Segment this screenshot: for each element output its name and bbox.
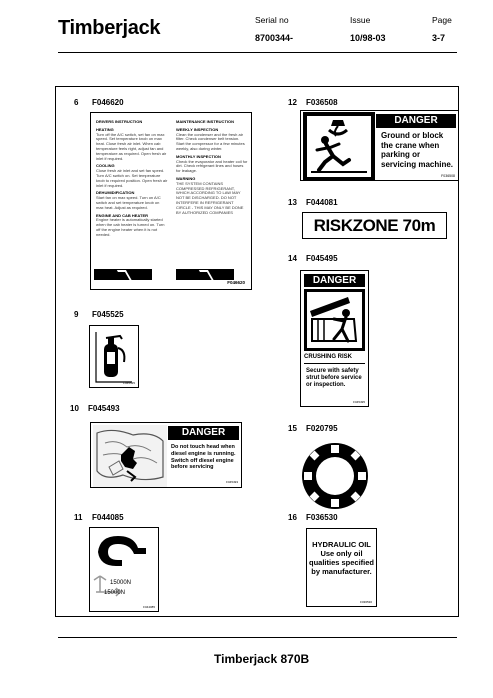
riskzone-text: RISKZONE 70m [313,216,436,235]
hook-load-decal [89,527,159,612]
driver-instruction-column [96,120,168,238]
header-rule [58,52,457,53]
crushing-hazard-icon [304,289,365,351]
crushing-risk-decal [300,270,369,407]
danger-banner: DANGER [304,274,365,287]
section-heading: HEATING [96,126,114,132]
falling-person-icon [303,112,375,181]
serial-value: 8700344- [255,33,294,43]
engine-danger-decal [90,422,242,488]
fire-extinguisher-icon [90,326,138,387]
page-value: 3-7 [432,33,446,43]
label-12: 12 F036508 [288,98,338,107]
section-text: Start fan on max speed. Turn on A/C switch and set temperature knob on max heat. Adjust as required. [96,195,161,210]
danger-banner: DANGER [376,114,456,128]
section-text: Close fresh air inlet and set fan speed. Turn A/C switch on. Set temperature knob to required position. Open fresh air inlet if required. [96,168,168,188]
sticker-code: F046620 [227,280,245,285]
label-9: 9 F045525 [74,310,124,319]
serial-label: Serial no [255,15,289,25]
danger-banner: DANGER [168,426,239,440]
warning-text: Secure with safety strut before service or inspection. [306,368,362,388]
label-10: 10 F045493 [70,404,120,413]
section-text: Engine heater is automatically started when the cab heater is turned on. Turn off the engine heater when it is not needed. [96,217,165,237]
section-heading: DEHUMIDIFICATION [96,190,135,196]
engine-hand-icon [93,425,167,487]
crane-hook-icon [90,528,158,612]
hydraulic-oil-text: HYDRAULIC OIL Use only oil qualities specified by manufacturer. [308,540,375,576]
label-13: 13 F044081 [288,198,338,207]
label-6: 6 F046620 [74,98,124,107]
fire-extinguisher-decal [89,325,139,388]
lifting-ring-icon [300,441,370,511]
hydraulic-oil-decal [306,528,377,607]
arrow-band-right [176,269,234,280]
hazard-title: CRUSHING RISK [304,354,353,360]
section-heading: WARNING [176,175,196,181]
arrow-band-left [94,269,152,280]
section-heading: MONTHLY INSPECTION [176,153,221,159]
issue-label: Issue [350,15,371,25]
label-14: 14 F045495 [288,254,338,263]
section-heading: ENGINE AND CAB HEATER [96,212,149,218]
sticker-code: F036508 [441,174,455,178]
sticker-code: F036530 [360,600,372,604]
warning-text: Ground or block the crane when parking or servicing machine. [381,131,454,169]
brand-logo: Timberjack [58,17,161,39]
section-heading: WEEKLY INSPECTION [176,126,219,132]
maintenance-instruction-title: MAINTENANCE INSTRUCTION [176,119,234,124]
driver-instruction-title: DRIVERS INSTRUCTION [96,119,143,124]
footer-rule [58,637,457,638]
page-label: Page [432,15,452,25]
warning-text: Do not touch head when diesel engine is running. Switch off diesel engine before servicing [171,444,236,471]
riskzone-decal [302,212,447,239]
label-16: 16 F036530 [288,513,338,522]
instruction-decal [90,112,252,290]
sticker-code: F045495 [353,400,365,404]
section-text: Turn off the A/C switch, set fan on max speed. Set temperature knob on max heat. Close fresh air inlet. When cab temperature feels right, adjust fan and temperature as required. Open fresh air inlet if required. [96,131,167,161]
label-11: 11 F044085 [74,513,124,522]
maintenance-instruction-column [176,120,248,215]
section-text: THE SYSTEM CONTAINS COMPRESSED REFRIGERANT, WHICH ACCORDING TO LAW MAY NOT BE DISCHARGED. DO NOT INTERFERE IN REFRIGERANT CIRCLE - THIS MAY ONLY BE DONE BY AUTHORIZED COMPANIES [176,180,244,215]
label-15: 15 F020795 [288,424,338,433]
section-text: Clean the condenser and the fresh air filter. Check condenser belt tension. Start the compressor for a few minutes weekly, also during winter. [176,131,245,151]
load-upper: 15000N [110,580,132,586]
footer-model: Timberjack 870B [214,652,310,666]
load-lower: 15000N [104,590,126,596]
issue-value: 10/98-03 [350,33,386,43]
crane-danger-decal [300,110,459,181]
sticker-code: F045493 [226,480,238,484]
sticker-code: F044085 [143,605,155,609]
sticker-code: F045525 [123,381,135,385]
section-text: Check the evaporator and heater coil for dirt. Check refrigerant lines and hoses for leakage. [176,158,248,174]
divider [304,363,365,364]
lifting-point-decal [300,441,370,511]
section-heading: COOLING [96,163,115,169]
